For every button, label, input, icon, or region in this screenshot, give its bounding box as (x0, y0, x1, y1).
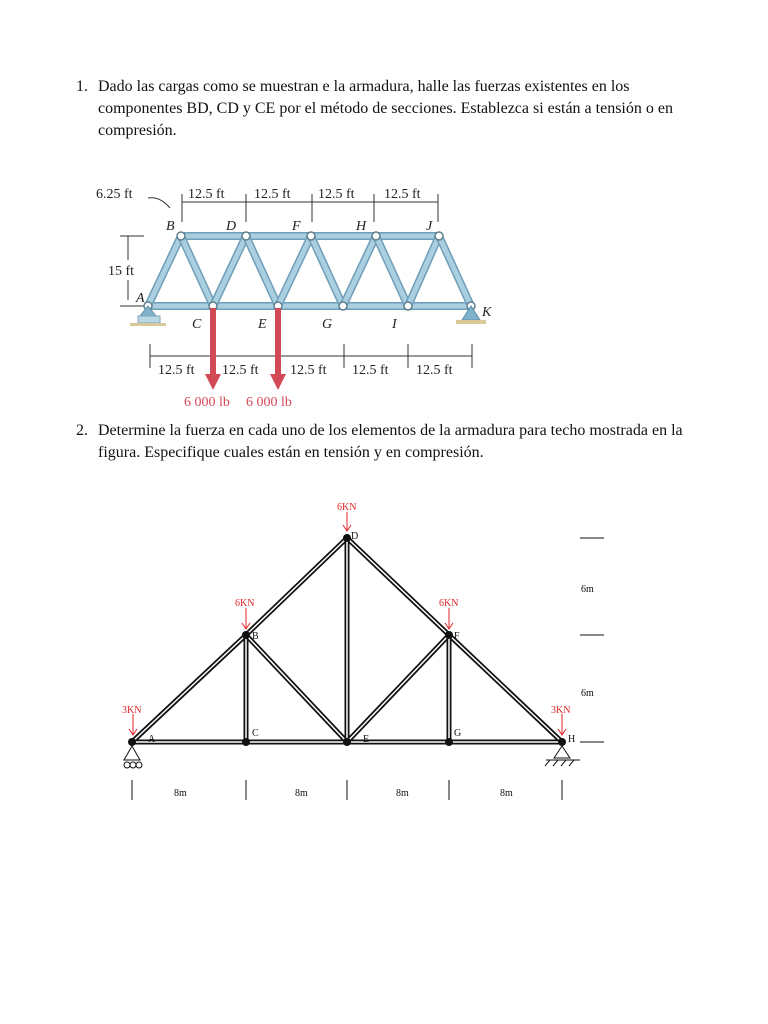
load-label-C: 6 000 lb (184, 395, 230, 410)
roof-bottom-dimension-ticks (132, 780, 562, 800)
problem-1 (76, 76, 716, 142)
roof-node-H: H (568, 734, 576, 745)
truss-member-fill-10 (408, 236, 439, 306)
truss-figure-1 (0, 178, 768, 418)
truss-member-fill-8 (343, 236, 376, 306)
dim-bottom-1: 12.5 ft (222, 363, 259, 378)
dim-top-2: 12.5 ft (254, 187, 291, 202)
dim-top-3: 12.5 ft (318, 187, 355, 202)
load-label-D: 6KN (337, 502, 357, 513)
load-arrow-C (205, 308, 221, 390)
dim-bottom-4: 12.5 ft (416, 363, 453, 378)
dim-bottom-3: 12.5 ft (352, 363, 389, 378)
dim-top-0: 6.25 ft (96, 187, 133, 202)
node-E: E (258, 317, 267, 332)
dim-top-1: 12.5 ft (188, 187, 225, 202)
member-DF-core (347, 538, 449, 635)
member-BD-core (246, 538, 347, 635)
node-J: J (426, 219, 433, 234)
roof-node-A: A (148, 734, 156, 745)
roof-node-B: B (252, 631, 259, 642)
problem-2 (76, 420, 716, 464)
truss-joint-4 (404, 302, 412, 310)
truss-joint-7 (242, 232, 250, 240)
dim-top-4: 12.5 ft (384, 187, 421, 202)
truss-members (144, 232, 475, 310)
member-BE-core (246, 635, 347, 742)
problem-2-statement: Determine la fuerza en cada uno de los elementos de la armadura para techo mostrada en la figura. Especifique cuales están en tensión y en compresión. (98, 422, 683, 461)
truss-joint-3 (339, 302, 347, 310)
load-label-E: 6 000 lb (246, 395, 292, 410)
roller-support-A (124, 746, 142, 768)
roof-dim-bottom-0: 8m (174, 788, 187, 799)
node-H: H (356, 219, 367, 234)
member-FH-core (449, 635, 562, 742)
roof-dim-right-1: 6m (581, 688, 594, 699)
roof-node-C: C (252, 728, 259, 739)
dim-bottom-2: 12.5 ft (290, 363, 327, 378)
truss-member-fill-4 (213, 236, 246, 306)
member-EF-core (347, 635, 449, 742)
roof-dim-bottom-3: 8m (500, 788, 513, 799)
truss-member-fill-7 (311, 236, 343, 306)
pin-support-H (545, 746, 580, 766)
problem-1-number: 1. (76, 78, 88, 95)
roof-node-G: G (454, 728, 462, 739)
node-K: K (482, 305, 492, 320)
node-C: C (192, 317, 202, 332)
truss-member-fill-5 (246, 236, 278, 306)
roof-dim-bottom-1: 8m (295, 788, 308, 799)
node-F: F (292, 219, 301, 234)
load-label-A: 3KN (122, 705, 142, 716)
roof-node-E: E (363, 734, 370, 745)
roof-node-F: F (454, 631, 460, 642)
truss-member-fill-11 (439, 236, 471, 306)
truss-joint-9 (372, 232, 380, 240)
load-arrow-E (270, 308, 286, 390)
load-label-F: 6KN (439, 598, 459, 609)
roof-right-dimension-ticks (580, 538, 604, 742)
problem-1-statement: Dado las cargas como se muestran e la armadura, halle las fuerzas existentes en los componentes BD, CD y CE por el método de secciones. Establezca si están a tensión o en compresión. (98, 78, 673, 139)
node-D: D (226, 219, 237, 234)
node-I: I (392, 317, 397, 332)
roof-dim-right-0: 6m (581, 584, 594, 595)
load-label-B: 6KN (235, 598, 255, 609)
load-label-H: 3KN (551, 705, 571, 716)
truss-joint-6 (177, 232, 185, 240)
problem-2-number: 2. (76, 422, 88, 439)
dim-bottom-0: 12.5 ft (158, 363, 195, 378)
roof-truss-figure-2 (0, 498, 768, 818)
node-G: G (322, 317, 333, 332)
truss-member-fill-3 (181, 236, 213, 306)
roof-truss-members (132, 538, 562, 742)
member-AB-core (132, 635, 246, 742)
dim-height: 15 ft (108, 264, 135, 279)
node-B: B (166, 219, 175, 234)
roof-node-D: D (351, 531, 359, 542)
truss-member-fill-2 (148, 236, 181, 306)
roof-dim-bottom-2: 8m (396, 788, 409, 799)
truss-member-fill-9 (376, 236, 408, 306)
node-A: A (136, 291, 145, 306)
truss-joint-8 (307, 232, 315, 240)
truss-joint-10 (435, 232, 443, 240)
truss-member-fill-6 (278, 236, 311, 306)
